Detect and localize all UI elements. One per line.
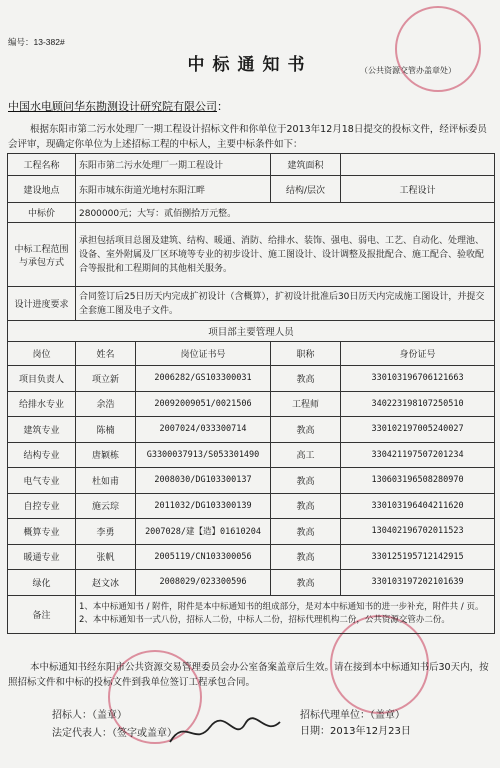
personnel-name: 项立新: [76, 366, 136, 392]
intro-paragraph: 根据东阳市第二污水处理厂一期工程设计招标文件和你单位于2013年12月18日提交的投标文件，经评标委员会评审，现确定你单位为上述招标工程的中标人，主要中标条件如下：: [8, 124, 487, 150]
remarks-line-2: 2、本中标通知书一式八份，招标人二份，中标人二份，招标代理机构二份，公共资源交管办二份。: [79, 615, 450, 625]
personnel-cert: 2008029/023300596: [136, 570, 271, 596]
personnel-cert: 2007024/033300714: [136, 417, 271, 443]
award-table: [7, 153, 495, 634]
personnel-position: 结构专业: [8, 442, 76, 468]
document-number: 编号：13-382#: [8, 37, 65, 47]
personnel-row: [8, 519, 495, 545]
header-position: 岗位: [8, 342, 76, 366]
personnel-position: 自控专业: [8, 493, 76, 519]
scope-value: 承担包括项目总图及建筑、结构、暖通、消防、给排水、装饰、强电、弱电、工艺、自动化、处理池、设备、室外附属及厂区环境等专业的初步设计、施工图设计、设计调整及报批配合、施工配合、验收配合等报批和工程期间的其他相关服务。: [76, 223, 495, 287]
page-title: 中标通知书: [187, 55, 313, 75]
personnel-title: 教高: [271, 570, 341, 596]
area-label: 建筑面积: [271, 154, 341, 176]
personnel-name: 唐颖栋: [76, 442, 136, 468]
personnel-row: [8, 366, 495, 392]
header-id: 身份证号: [341, 342, 495, 366]
personnel-title: 教高: [271, 493, 341, 519]
personnel-row: [8, 417, 495, 443]
official-seal-top-right: [395, 6, 481, 92]
remarks-line-1: 1、本中标通知书 / 附件，附件是本中标通知书的组成部分，是对本中标通知书的进一步补充，附件共 / 页。: [79, 602, 484, 612]
personnel-name: 余浩: [76, 391, 136, 417]
schedule-label: 设计进度要求: [8, 287, 76, 321]
recipient: [8, 98, 228, 114]
location-value: 东阳市城东街道光地村东阳江畔: [76, 176, 271, 203]
project-name-value: 东阳市第二污水处理厂一期工程设计: [76, 154, 271, 176]
personnel-name: 赵文冰: [76, 570, 136, 596]
area-value: [341, 154, 495, 176]
agent-signature: 招标代理单位：（盖章）: [300, 710, 405, 721]
remarks-value: [76, 595, 495, 633]
personnel-title: 教高: [271, 468, 341, 494]
handwritten-signature: [165, 712, 285, 752]
personnel-cert: G3300037913/S053301490: [136, 442, 271, 468]
personnel-title: 工程师: [271, 391, 341, 417]
personnel-id: 340223198107250510: [341, 391, 495, 417]
structure-label: 结构/层次: [271, 176, 341, 203]
personnel-cert: 2006282/GS103300031: [136, 366, 271, 392]
closing-paragraph: 本中标通知书经东阳市公共资源交易管理委员会办公室备案盖章后生效。请在接到本中标通知书后30天内，按照招标文件和中标的投标文件到我单位签订工程承包合同。: [8, 662, 489, 688]
personnel-title: 教高: [271, 544, 341, 570]
personnel-cert: 2007028/建【造】01610204: [136, 519, 271, 545]
personnel-id: 330103196706121663: [341, 366, 495, 392]
personnel-id: 330125195712142915: [341, 544, 495, 570]
personnel-position: 概算专业: [8, 519, 76, 545]
personnel-name: 施云琮: [76, 493, 136, 519]
structure-value: 工程设计: [341, 176, 495, 203]
scope-label: 中标工程范围与承包方式: [8, 223, 76, 287]
personnel-id: 330421197507201234: [341, 442, 495, 468]
personnel-id: 330103197202101639: [341, 570, 495, 596]
header-name: 姓名: [76, 342, 136, 366]
personnel-id: 130603196508280970: [341, 468, 495, 494]
personnel-row: [8, 442, 495, 468]
personnel-row: [8, 544, 495, 570]
schedule-value: 合同签订后25日历天内完成扩初设计（含概算），扩初设计批准后30日历天内完成施工图设计，并提交全套施工图及电子文件。: [76, 287, 495, 321]
project-name-label: 工程名称: [8, 154, 76, 176]
personnel-row: [8, 468, 495, 494]
personnel-row: [8, 493, 495, 519]
personnel-cert: 2005119/CN103300056: [136, 544, 271, 570]
personnel-position: 绿化: [8, 570, 76, 596]
recipient-name: 中国水电顾问华东勘测设计研究院有限公司: [8, 100, 217, 113]
legal-representative-signature: 法定代表人：（签字或盖章）: [52, 728, 177, 739]
personnel-name: 杜如甫: [76, 468, 136, 494]
header-title: 职称: [271, 342, 341, 366]
personnel-id: 130402196702011523: [341, 519, 495, 545]
personnel-cert: 20092009051/0021506: [136, 391, 271, 417]
header-cert: 岗位证书号: [136, 342, 271, 366]
personnel-cert: 2008030/DG103300137: [136, 468, 271, 494]
recipient-suffix: ：: [217, 100, 228, 113]
personnel-position: 建筑专业: [8, 417, 76, 443]
personnel-position: 电气专业: [8, 468, 76, 494]
personnel-section-title: 项目部主要管理人员: [8, 321, 495, 342]
personnel-rows: [8, 366, 495, 596]
personnel-name: 张帆: [76, 544, 136, 570]
personnel-id: 330102197005240027: [341, 417, 495, 443]
personnel-name: 陈楠: [76, 417, 136, 443]
personnel-row: [8, 570, 495, 596]
personnel-title: 教高: [271, 417, 341, 443]
personnel-title: 高工: [271, 442, 341, 468]
personnel-position: 暖通专业: [8, 544, 76, 570]
location-label: 建设地点: [8, 176, 76, 203]
tenderer-signature: 招标人：（盖章）: [52, 710, 127, 721]
remarks-label: 备注: [8, 595, 76, 633]
issue-date: 日期：2013年12月23日: [300, 726, 411, 737]
personnel-id: 330103196404211620: [341, 493, 495, 519]
personnel-row: [8, 391, 495, 417]
personnel-position: 项目负责人: [8, 366, 76, 392]
personnel-cert: 2011032/DG103300139: [136, 493, 271, 519]
price-label: 中标价: [8, 203, 76, 223]
personnel-title: 教高: [271, 519, 341, 545]
personnel-title: 教高: [271, 366, 341, 392]
price-value: 2800000元；大写：贰佰捌拾万元整。: [76, 203, 495, 223]
personnel-name: 李勇: [76, 519, 136, 545]
issuer-note: （公共资源交管办盖章处）: [360, 66, 456, 75]
personnel-position: 给排水专业: [8, 391, 76, 417]
